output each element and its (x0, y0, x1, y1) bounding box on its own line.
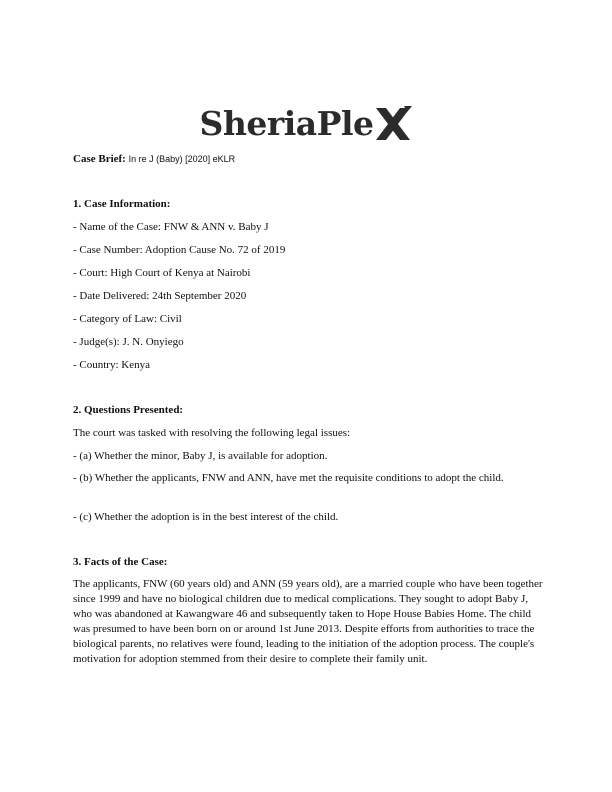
logo (0, 98, 612, 148)
date-delivered-line: - Date Delivered: 24th September 2020 (73, 290, 247, 302)
question-c: - (c) Whether the adoption is in the best interest of the child. (73, 511, 339, 523)
question-a: - (a) Whether the minor, Baby J, is available for adoption. (73, 450, 328, 462)
category-of-law-line: - Category of Law: Civil (73, 313, 182, 325)
country-line: - Country: Kenya (73, 359, 150, 371)
case-brief-label: Case Brief: (73, 153, 126, 165)
case-number-line: - Case Number: Adoption Cause No. 72 of 2019 (73, 244, 286, 256)
case-brief-line (73, 153, 235, 165)
case-name-line: - Name of the Case: FNW & ANN v. Baby J (73, 221, 269, 233)
x-mark-icon (374, 106, 412, 142)
logo-lockup (200, 104, 413, 142)
judges-line: - Judge(s): J. N. Onyiego (73, 336, 184, 348)
section-heading-case-information: 1. Case Information: (73, 198, 171, 210)
questions-intro: The court was tasked with resolving the following legal issues: (73, 427, 351, 439)
section-heading-facts: 3. Facts of the Case: (73, 556, 168, 568)
case-brief-value: In re J (Baby) [2020] eKLR (128, 154, 236, 164)
logo-text: SheriaPle (199, 103, 374, 143)
court-line: - Court: High Court of Kenya at Nairobi (73, 267, 251, 279)
question-b: - (b) Whether the applicants, FNW and ANN, have met the requisite conditions to adopt the child. (73, 472, 504, 484)
section-heading-questions-presented: 2. Questions Presented: (73, 404, 184, 416)
facts-paragraph: The applicants, FNW (60 years old) and ANN (59 years old), are a married couple who have been together since 1999 and have no biological children due to medical complications. They sought to adopt Baby J, who was abandoned at Kawangware 46 and subsequently taken to Hope House Babies Home. The child was presumed to have been born on or around 1st June 2013. Despite efforts from authorities to trace the biological parents, no relatives were found, leading to the initiation of the adoption process. The couple's motivation for adoption stemmed from their desire to complete their family unit. (73, 578, 543, 665)
